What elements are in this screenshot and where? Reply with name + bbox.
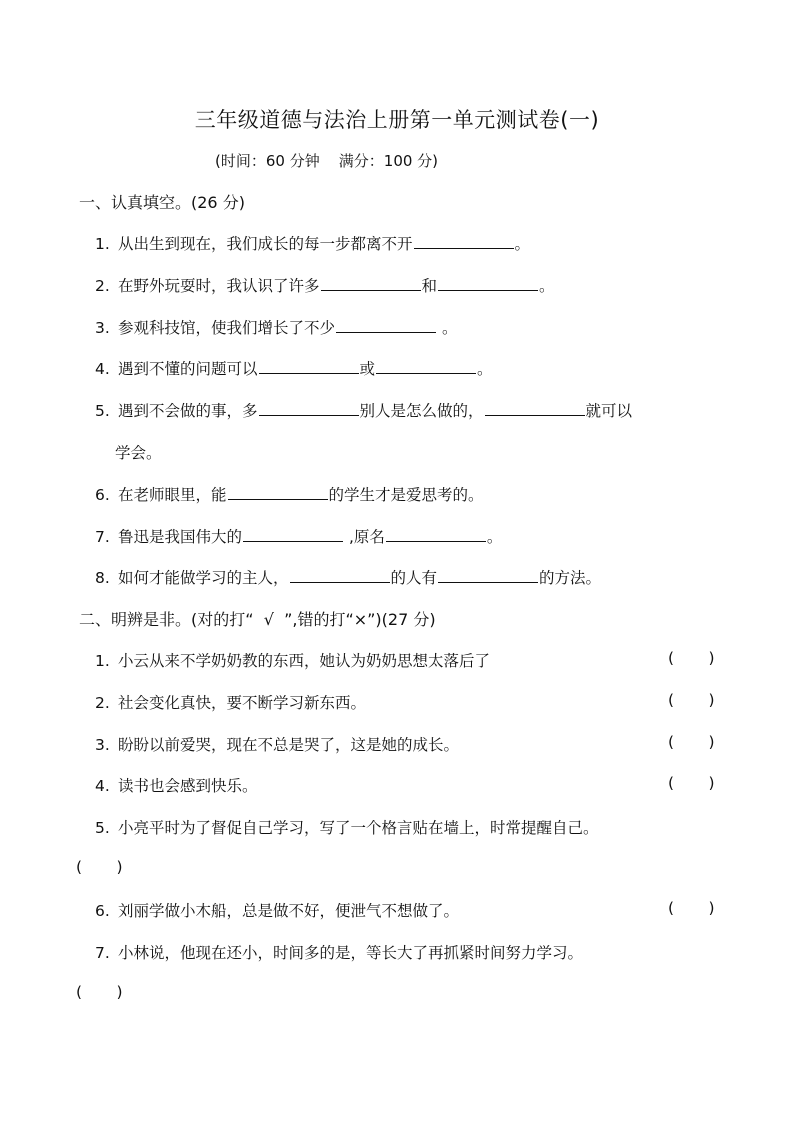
question-number: 8.	[95, 569, 110, 587]
answer-blank[interactable]	[485, 399, 585, 416]
answer-blank[interactable]	[336, 316, 436, 333]
question-text: 。	[477, 360, 493, 378]
answer-blank[interactable]	[290, 566, 390, 583]
question-number: 5.	[95, 819, 110, 837]
answer-blank[interactable]	[321, 274, 421, 291]
question-number: 1.	[95, 235, 110, 253]
question-text: 。	[539, 277, 555, 295]
question-number: 4.	[95, 777, 110, 795]
question-number: 4.	[95, 360, 110, 378]
answer-blank[interactable]	[438, 566, 538, 583]
question-number: 1.	[95, 652, 110, 670]
fill-question-5	[95, 399, 632, 421]
answer-blank[interactable]	[438, 274, 538, 291]
question-text: 和	[421, 277, 438, 295]
question-text: 就可以	[585, 402, 633, 420]
question-text: 。	[514, 235, 531, 253]
fill-question-3	[95, 316, 457, 338]
question-text: 。	[486, 528, 503, 546]
answer-blank[interactable]	[414, 232, 514, 249]
page-title: 三年级道德与法治上册第一单元测试卷(一)	[194, 108, 600, 132]
question-text: 如何才能做学习的主人，	[118, 569, 289, 587]
question-text: 在野外玩耍时，我认识了许多	[118, 277, 320, 295]
section-true-false-heading: 二、明辨是非。(对的打“ √ ”,错的打“×”)(27 分)	[79, 610, 436, 629]
question-number: 2.	[95, 277, 110, 295]
question-text: 盼盼以前爱哭，现在不总是哭了，这是她的成长。	[118, 736, 460, 754]
judge-question-2	[95, 691, 366, 713]
question-text: ,原名	[344, 528, 385, 546]
answer-parentheses[interactable]: ( )	[668, 899, 715, 917]
question-number: 3.	[95, 319, 110, 337]
question-text: 读书也会感到快乐。	[118, 777, 258, 795]
fill-question-7	[95, 525, 502, 547]
fill-question-6	[95, 483, 484, 505]
question-text: 社会变化真快，要不断学习新东西。	[118, 694, 367, 712]
question-text: 从出生到现在，我们成长的每一步都离不开	[118, 235, 413, 253]
question-text: 的学生才是爱思考的。	[328, 486, 484, 504]
answer-parentheses[interactable]: ( )	[668, 691, 715, 709]
judge-question-1	[95, 649, 490, 671]
question-text: 的人有	[390, 569, 438, 587]
question-number: 6.	[95, 902, 110, 920]
answer-parentheses[interactable]: ( )	[668, 649, 715, 667]
question-text: 遇到不懂的问题可以	[118, 360, 258, 378]
question-text: 遇到不会做的事，多	[118, 402, 258, 420]
question-text: 小云从来不学奶奶教的东西，她认为奶奶思想太落后了	[118, 652, 491, 670]
fill-question-2	[95, 274, 555, 296]
question-text: 或	[359, 360, 376, 378]
judge-question-6	[95, 899, 459, 921]
question-number: 7.	[95, 528, 110, 546]
question-text: 。	[437, 319, 458, 337]
question-text: 参观科技馆，使我们增长了不少	[118, 319, 336, 337]
fill-question-4	[95, 357, 493, 379]
answer-parentheses[interactable]: ( )	[76, 983, 123, 1001]
answer-blank[interactable]	[228, 483, 328, 500]
question-number: 5.	[95, 402, 110, 420]
answer-blank[interactable]	[376, 357, 476, 374]
question-text: 鲁迅是我国伟大的	[118, 528, 243, 546]
exam-subtitle: (时间：60 分钟 满分：100 分)	[215, 152, 439, 170]
question-text: 的方法。	[539, 569, 602, 587]
answer-blank[interactable]	[243, 525, 343, 542]
judge-question-3	[95, 733, 459, 755]
question-number: 7.	[95, 944, 110, 962]
fill-question-5-continued: 学会。	[115, 444, 162, 462]
fill-question-8	[95, 566, 601, 588]
section-fill-blanks-heading: 一、认真填空。(26 分)	[79, 193, 245, 212]
answer-blank[interactable]	[259, 357, 359, 374]
question-text: 在老师眼里，能	[118, 486, 227, 504]
question-text: 别人是怎么做的，	[359, 402, 484, 420]
question-text: 小林说，他现在还小，时间多的是，等长大了再抓紧时间努力学习。	[118, 944, 584, 962]
answer-parentheses[interactable]: ( )	[76, 858, 123, 876]
question-number: 6.	[95, 486, 110, 504]
question-text: 小亮平时为了督促自己学习，写了一个格言贴在墙上，时常提醒自己。	[118, 819, 599, 837]
judge-question-7	[95, 941, 583, 963]
answer-parentheses[interactable]: ( )	[668, 733, 715, 751]
answer-blank[interactable]	[259, 399, 359, 416]
judge-question-4	[95, 774, 258, 796]
question-number: 3.	[95, 736, 110, 754]
judge-question-5	[95, 816, 599, 838]
question-text: 刘丽学做小木船，总是做不好，便泄气不想做了。	[118, 902, 460, 920]
answer-parentheses[interactable]: ( )	[668, 774, 715, 792]
question-number: 2.	[95, 694, 110, 712]
fill-question-1	[95, 232, 530, 254]
answer-blank[interactable]	[386, 525, 486, 542]
